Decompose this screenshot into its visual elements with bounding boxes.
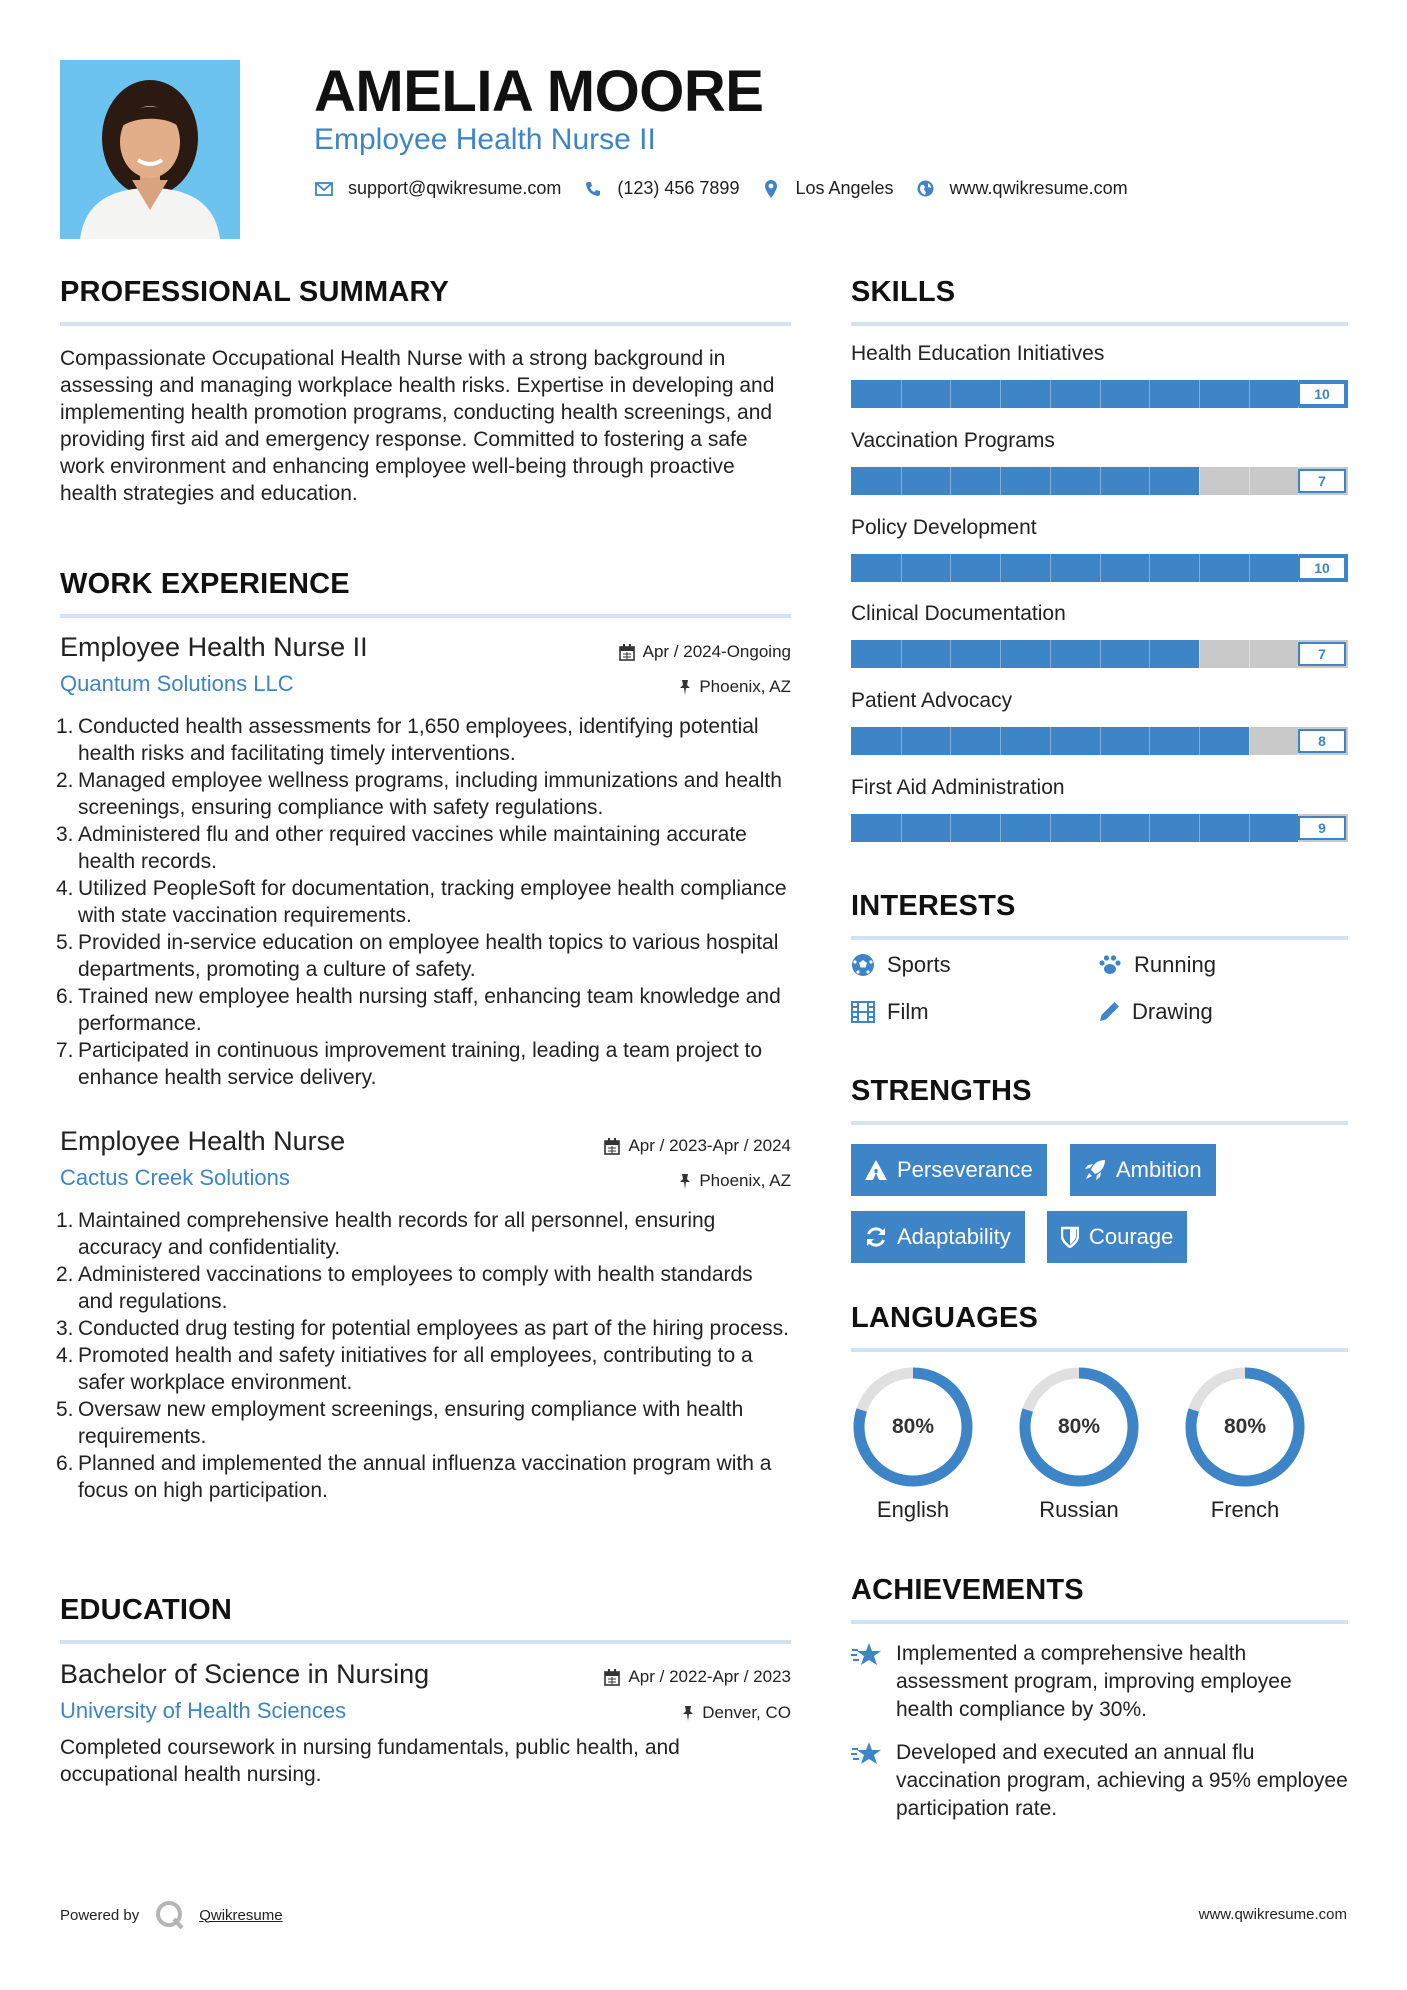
job-dates-text: Apr / 2024-Ongoing [642,642,791,661]
climber-icon [865,1160,887,1180]
skill-bar-segment [950,727,951,755]
film-icon [851,1001,875,1023]
skill-bar-segment [901,640,902,668]
section-divider [851,936,1348,940]
skill-bar-segment [1000,640,1001,668]
interests-grid [851,952,1348,1042]
experience-section-header [60,568,791,618]
skill-bar-segment [1000,380,1001,408]
pin-icon [679,1173,691,1190]
qwikresume-logo-icon [155,1900,185,1930]
strength-label: Ambition [1116,1157,1202,1182]
strength-chip [1047,1211,1187,1263]
contact-phone[interactable]: (123) 456 7899 [617,178,740,198]
refresh-icon [865,1226,887,1248]
achievements-title: ACHIEVEMENTS [851,1574,1084,1606]
job-title: Employee Health Nurse II [60,632,368,662]
language-ring-wrap [1183,1365,1307,1489]
skill-bar [851,814,1348,842]
section-divider [851,1121,1348,1125]
section-divider [851,322,1348,326]
pin-icon [679,679,691,696]
job-entry [56,632,791,1091]
soccer-ball-icon [851,953,875,977]
education-location [682,1703,791,1723]
skill-bar-segment [1199,467,1200,495]
skill-name: Health Education Initiatives [851,342,1105,365]
skill-bar-segment [1100,640,1101,668]
skill-bar [851,640,1348,668]
education-description: Completed coursework in nursing fundamentals, public health, and occupational health nursing. [60,1736,680,1786]
email-icon [314,179,334,199]
interest-item [851,999,929,1025]
skill-bar-segment [1249,467,1250,495]
education-dates-text: Apr / 2022-Apr / 2023 [628,1667,791,1686]
skill-bar-segment [1149,640,1150,668]
skill-item [851,689,1348,749]
achievement-text: Developed and executed an annual flu vaccination program, achieving a 95% employee participation rate. [896,1741,1348,1820]
list-item: 5. Provided in-service education on employee health topics to various hospital departments, promoting a culture of safety. [56,931,779,981]
skill-bar-segment [1050,640,1051,668]
skill-bar-segment [1100,727,1101,755]
skill-bar-fill [851,814,1298,842]
list-item: 6. Planned and implemented the annual influenza vaccination program with a focus on high participation. [56,1452,772,1502]
achievements-section-header [851,1574,1348,1624]
interest-label: Sports [887,952,951,977]
education-entry [60,1659,791,1788]
summary-section-header [60,276,791,326]
skill-bar-segment [1100,554,1101,582]
contact-email[interactable]: support@qwikresume.com [348,178,562,198]
skill-bar-segment [901,554,902,582]
language-ring-wrap [1017,1365,1141,1489]
summary-text: Compassionate Occupational Health Nurse with a strong background in assessing and managing workplace health risks. Expertise in developing and implementing health promotion programs, conducting health screenings, and providing first aid and emergency response. Committed to fostering a safe work environment and enhancing employee well-being through proactive health strategies and education. [60,347,775,505]
skill-bar-segment [901,467,902,495]
skill-item [851,516,1348,576]
skill-bar-segment [950,640,951,668]
skill-bar-segment [1249,814,1250,842]
skill-level-badge: 10 [1298,556,1346,580]
skill-bar-segment [1000,814,1001,842]
job-title: Employee Health Nurse [60,1126,346,1156]
strengths-title: STRENGTHS [851,1075,1032,1107]
skill-bar-segment [1050,814,1051,842]
skill-bar-segment [1249,380,1250,408]
skill-bar-segment [1100,814,1101,842]
interest-item [851,952,951,978]
strength-label: Perseverance [897,1157,1033,1182]
list-item: 4. Promoted health and safety initiatives for all employees, contributing to a safer workplace environment. [56,1344,753,1394]
contact-website[interactable]: www.qwikresume.com [949,178,1128,198]
skill-name: First Aid Administration [851,776,1065,799]
skill-item [851,429,1348,489]
job-location-text: Phoenix, AZ [699,677,791,696]
skill-name: Clinical Documentation [851,602,1066,625]
skills-title: SKILLS [851,276,956,308]
achievements-list [851,1640,1348,1830]
language-ring-wrap [851,1365,975,1489]
education-title: EDUCATION [60,1594,233,1626]
skill-bar-fill [851,640,1199,668]
list-item: 1. Conducted health assessments for 1,650 employees, identifying potential health risks and facilitating timely interventions. [56,715,759,765]
candidate-role: Employee Health Nurse II [314,123,656,156]
skill-level-badge: 8 [1298,729,1346,753]
star-icon [851,1741,883,1767]
language-name: Russian [1039,1497,1119,1522]
skill-bar-segment [1149,727,1150,755]
rocket-icon [1084,1159,1106,1181]
skill-bar-segment [1050,467,1051,495]
skill-bar [851,554,1348,582]
language-name: French [1210,1497,1280,1522]
job-location [679,1171,791,1191]
skill-bar-segment [1199,814,1200,842]
language-item [851,1365,975,1523]
skill-bar-segment [901,380,902,408]
skill-name: Policy Development [851,516,1037,539]
skill-bar-segment [1100,467,1101,495]
skill-bar [851,380,1348,408]
language-percent: 80% [891,1415,935,1438]
list-item: 6. Trained new employee health nursing staff, enhancing team knowledge and performance. [56,985,781,1035]
globe-icon [916,179,936,199]
candidate-name: AMELIA MOORE [314,59,764,124]
phone-icon [583,179,603,199]
section-divider [851,1620,1348,1624]
language-percent: 80% [1057,1415,1101,1438]
summary-title: PROFESSIONAL SUMMARY [60,276,450,308]
skill-name: Patient Advocacy [851,689,1013,712]
skill-bar-segment [1199,554,1200,582]
language-name: English [876,1497,950,1522]
list-item: 4. Utilized PeopleSoft for documentation, tracking employee health compliance with state vaccination requirements. [56,877,787,927]
list-item: 5. Oversaw new employment screenings, ensuring compliance with health requirements. [56,1398,744,1448]
languages-title: LANGUAGES [851,1302,1039,1334]
shield-icon [1061,1226,1079,1248]
education-section-header [60,1594,791,1644]
languages-list [851,1365,1348,1545]
paw-icon [1098,954,1122,976]
language-item [1183,1365,1307,1523]
skill-level-badge: 7 [1298,469,1346,493]
skill-bar-segment [1199,727,1200,755]
skill-item [851,342,1348,402]
skill-name: Vaccination Programs [851,429,1055,452]
section-divider [60,1640,791,1644]
skill-bar-segment [1050,554,1051,582]
calendar-icon [619,644,635,661]
languages-section-header [851,1302,1348,1352]
job-company: Cactus Creek Solutions [60,1165,290,1190]
list-item: 1. Maintained comprehensive health records for all personnel, ensuring accuracy and confidentiality. [56,1209,716,1259]
skill-bar-segment [901,814,902,842]
skill-bar-segment [1000,727,1001,755]
powered-by-label: Powered by [60,1906,140,1924]
degree-title: Bachelor of Science in Nursing [60,1659,430,1689]
education-location-text: Denver, CO [702,1703,791,1722]
profile-photo [60,60,240,239]
strengths-chips [851,1144,1348,1264]
job-dates [604,1136,791,1156]
strength-chip [1070,1144,1216,1196]
skill-bar-segment [1249,554,1250,582]
list-item: 2. Administered vaccinations to employees to comply with health standards and regulations. [56,1263,753,1313]
job-location-text: Phoenix, AZ [699,1171,791,1190]
list-item: 7. Participated in continuous improvement training, leading a team project to enhance health service delivery. [56,1039,763,1089]
achievement-item [851,1640,1348,1724]
skill-bar-segment [901,727,902,755]
skill-bar-segment [1249,727,1250,755]
skill-bar-segment [1050,727,1051,755]
job-dates [619,642,791,662]
skill-item [851,602,1348,662]
skill-bar-segment [1149,380,1150,408]
strength-label: Courage [1089,1224,1174,1249]
education-dates [604,1667,791,1687]
strength-chip [851,1144,1047,1196]
skill-bar-segment [950,380,951,408]
skill-bar-segment [950,467,951,495]
strengths-section-header [851,1075,1348,1125]
skill-bar-fill [851,467,1199,495]
language-percent: 80% [1223,1415,1267,1438]
skill-item [851,776,1348,836]
job-bullets [56,713,791,1091]
strength-chip [851,1211,1025,1263]
skill-bar [851,727,1348,755]
list-item: 2. Managed employee wellness programs, including immunizations and health screenings, ensuring compliance with safety regulations. [56,769,782,819]
job-bullets [56,1207,791,1504]
interest-item [1098,999,1213,1025]
achievement-text: Implemented a comprehensive health assessment program, improving employee health compliance by 30%. [896,1642,1292,1721]
skill-bar-segment [1149,814,1150,842]
skill-bar-segment [1199,640,1200,668]
list-item: 3. Administered flu and other required vaccines while maintaining accurate health records. [56,823,747,873]
interest-label: Running [1134,952,1216,977]
footer-brand-link[interactable]: Qwikresume [199,1906,283,1924]
skill-level-badge: 9 [1298,816,1346,840]
skills-list [851,342,1348,862]
skill-bar-segment [1100,380,1101,408]
job-dates-text: Apr / 2023-Apr / 2024 [628,1136,791,1155]
school-name: University of Health Sciences [60,1698,347,1723]
skill-bar-segment [1149,554,1150,582]
language-item [1017,1365,1141,1523]
footer-website[interactable]: www.qwikresume.com [1198,1906,1347,1923]
interest-label: Drawing [1132,999,1213,1024]
interest-label: Film [887,999,929,1024]
experience-title: WORK EXPERIENCE [60,568,350,600]
strength-label: Adaptability [897,1224,1011,1249]
interests-section-header [851,890,1348,940]
contact-location: Los Angeles [795,178,894,198]
interests-title: INTERESTS [851,890,1016,922]
job-entry [56,1126,791,1504]
interest-item [1098,952,1216,978]
contact-bar [314,178,1150,199]
skill-bar-segment [950,814,951,842]
skill-bar-segment [950,554,951,582]
skill-bar-segment [1149,467,1150,495]
section-divider [60,614,791,618]
list-item: 3. Conducted drug testing for potential employees as part of the hiring process. [56,1317,789,1340]
skill-bar-segment [1249,640,1250,668]
skill-level-badge: 10 [1298,382,1346,406]
star-icon [851,1642,883,1668]
footer-powered-by [60,1900,283,1930]
achievement-item [851,1739,1348,1823]
pencil-icon [1098,1001,1120,1023]
job-company: Quantum Solutions LLC [60,671,294,696]
skill-bar-segment [1000,554,1001,582]
skills-section-header [851,276,1348,326]
calendar-icon [604,1669,620,1686]
section-divider [851,1348,1348,1352]
calendar-icon [604,1138,620,1155]
skill-bar-segment [1199,380,1200,408]
skill-bar [851,467,1348,495]
pin-icon [682,1705,694,1722]
job-location [679,677,791,697]
skill-level-badge: 7 [1298,642,1346,666]
skill-bar-segment [1050,380,1051,408]
skill-bar-segment [1000,467,1001,495]
section-divider [60,322,791,326]
map-pin-icon [761,179,781,199]
